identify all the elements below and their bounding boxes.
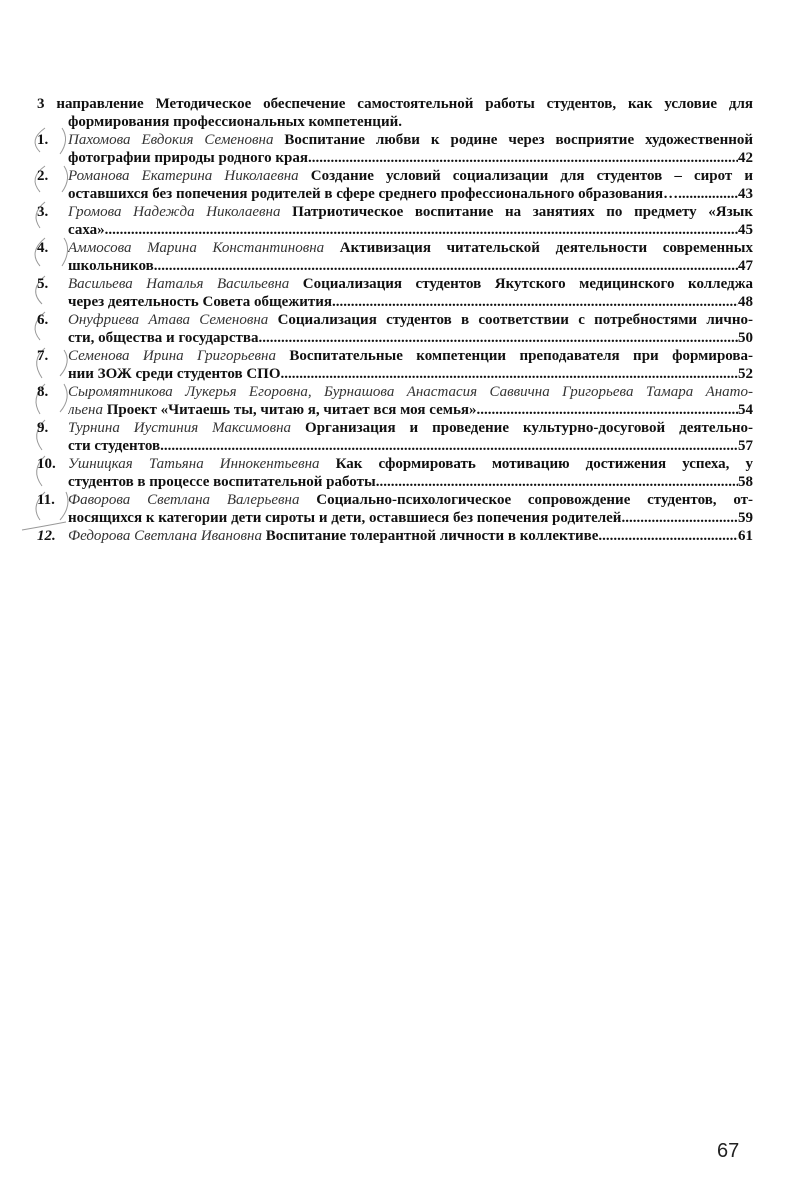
entry-title: Воспитание любви к родине через восприятие художественной [284, 132, 753, 148]
entry-title: Активизация читательской деятельности современных [339, 240, 753, 256]
entry-title-cont: студентов в процессе воспитательной работы [68, 474, 376, 490]
toc-entry [37, 455, 753, 491]
entry-line-1 [68, 455, 753, 473]
toc-entry [37, 311, 753, 347]
entry-line-2 [68, 437, 753, 455]
leader-dots [332, 293, 738, 311]
entry-number: 10. [37, 456, 56, 472]
entry-page: 54 [738, 402, 753, 418]
entry-author: Фаворова Светлана Валерьевна [68, 492, 300, 508]
entry-page: 58 [738, 474, 753, 490]
entry-line-2 [68, 329, 753, 347]
entry-title-cont: Проект «Читаешь ты, читаю я, читает вся моя семья» [106, 402, 477, 418]
entry-page: 59 [738, 510, 753, 526]
leader-dots [308, 149, 738, 167]
leader-dots [678, 185, 738, 203]
entry-line-1 [68, 167, 753, 185]
entry-title: Социализация студентов Якутского медицинского колледжа [302, 276, 753, 292]
entry-title-cont: фотографии природы родного края [68, 150, 308, 166]
entry-title-cont: носящихся к категории дети сироты и дети, оставшиеся без попечения родителей [68, 510, 622, 526]
toc-entry [37, 491, 753, 527]
toc-entry [37, 527, 753, 545]
entry-line-2 [68, 365, 753, 383]
entry-title-cont: сти, общества и государства [68, 330, 259, 346]
entry-page: 48 [738, 294, 753, 310]
entry-author: Семенова Ирина Григорьевна [68, 348, 276, 364]
entry-line-1 [68, 131, 753, 149]
entry-page: 57 [738, 438, 753, 454]
entry-line-1 [68, 491, 753, 509]
toc-entry [37, 383, 753, 419]
entry-line-2 [68, 149, 753, 167]
entry-title: Социально-психологическое сопровождение студентов, от- [316, 492, 753, 508]
entry-author: Романова Екатерина Николаевна [68, 168, 299, 184]
entry-line-2 [68, 473, 753, 491]
leader-dots [281, 365, 739, 383]
entry-title: Патриотическое воспитание на занятиях по предмету «Язык [292, 204, 753, 220]
entry-line-1 [68, 239, 753, 257]
entry-title-cont: саха» [68, 222, 105, 238]
toc-entry [37, 239, 753, 275]
entry-line-2 [68, 401, 753, 419]
entry-line-2 [68, 257, 753, 275]
entry-author: Пахомова Евдокия Семеновна [68, 132, 274, 148]
entry-number: 7. [37, 348, 49, 364]
toc-entry [37, 203, 753, 239]
leader-dots [160, 437, 738, 455]
section-heading-line1: 3 направление Методическое обеспечение самостоятельной работы студентов, как условие для [37, 96, 753, 112]
entry-author: Федорова Светлана Ивановна [68, 528, 262, 544]
table-of-contents [37, 95, 753, 545]
entry-number: 1. [37, 132, 49, 148]
entry-title-cont: через деятельность Совета общежития [68, 294, 332, 310]
entry-line-1 [68, 383, 753, 401]
entry-author: Онуфриева Атава Семеновна [68, 312, 269, 328]
leader-dots [154, 257, 738, 275]
entry-number: 3. [37, 204, 49, 220]
entry-line-2 [68, 221, 753, 239]
leader-dots [477, 401, 738, 419]
leader-dots [376, 473, 738, 491]
toc-entry [37, 131, 753, 167]
toc-entry [37, 419, 753, 455]
entry-author-cont: льена [68, 402, 103, 418]
page-number: 67 [717, 1140, 740, 1162]
entry-page: 50 [738, 330, 753, 346]
leader-dots [258, 329, 738, 347]
entry-number: 6. [37, 312, 49, 328]
entry-title: Организация и проведение культурно-досуговой деятельно- [305, 420, 753, 436]
entry-title: Как сформировать мотивацию достижения успеха, у [335, 456, 753, 472]
entry-title: Создание условий социализации для студентов – сирот и [310, 168, 753, 184]
entry-line-1 [68, 311, 753, 329]
entry-line-1 [68, 419, 753, 437]
entry-author: Турнина Иустиния Максимовна [68, 420, 292, 436]
section-heading [37, 95, 753, 131]
entry-author: Громова Надежда Николаевна [68, 204, 281, 220]
entry-number: 4. [37, 240, 49, 256]
entry-number: 8. [37, 384, 49, 400]
entry-line-2 [68, 293, 753, 311]
toc-entry [37, 275, 753, 311]
entry-title: Воспитательные компетенции преподавателя при формирова- [289, 348, 753, 364]
entry-title-cont: нии ЗОЖ среди студентов СПО [68, 366, 281, 382]
entry-page: 52 [738, 366, 753, 382]
entry-page: 43 [738, 186, 753, 202]
entry-number: 9. [37, 420, 49, 436]
entry-line-1 [68, 275, 753, 293]
toc-entry [37, 347, 753, 383]
entry-line-2 [68, 509, 753, 527]
entry-page: 42 [738, 150, 753, 166]
entry-page: 61 [738, 528, 753, 544]
entry-author: Сыромятникова Лукерья Егоровна, Бурнашова Анастасия Саввична Григорьева Тамара Анато- [68, 384, 753, 400]
entry-author: Васильева Наталья Васильевна [68, 276, 290, 292]
entry-number: 11. [37, 492, 55, 508]
section-heading-line2: формирования профессиональных компетенций. [68, 114, 402, 130]
leader-dots [621, 509, 738, 527]
entry-title-cont: сти студентов [68, 438, 161, 454]
entry-line-2 [68, 185, 753, 203]
entry-author: Аммосова Марина Константиновна [68, 240, 325, 256]
entry-title: Социализация студентов в соответствии с потребностями лично- [277, 312, 753, 328]
entry-title-cont: оставшихся без попечения родителей в сфере среднего профессионального образования… [68, 186, 679, 202]
entry-line-1 [68, 203, 753, 221]
leader-dots [105, 221, 738, 239]
entry-page: 45 [738, 222, 753, 238]
entry-title: Воспитание толерантной личности в коллективе [265, 528, 599, 544]
entry-line-1 [68, 347, 753, 365]
entry-title-cont: школьников [68, 258, 154, 274]
toc-entry [37, 167, 753, 203]
entry-author: Ушницкая Татьяна Иннокентьевна [68, 456, 320, 472]
entry-page: 47 [738, 258, 753, 274]
leader-dots [598, 527, 738, 545]
entry-number: 5. [37, 276, 49, 292]
entry-number: 12. [37, 528, 56, 544]
entry-number: 2. [37, 168, 49, 184]
entry-line-1 [68, 527, 753, 545]
